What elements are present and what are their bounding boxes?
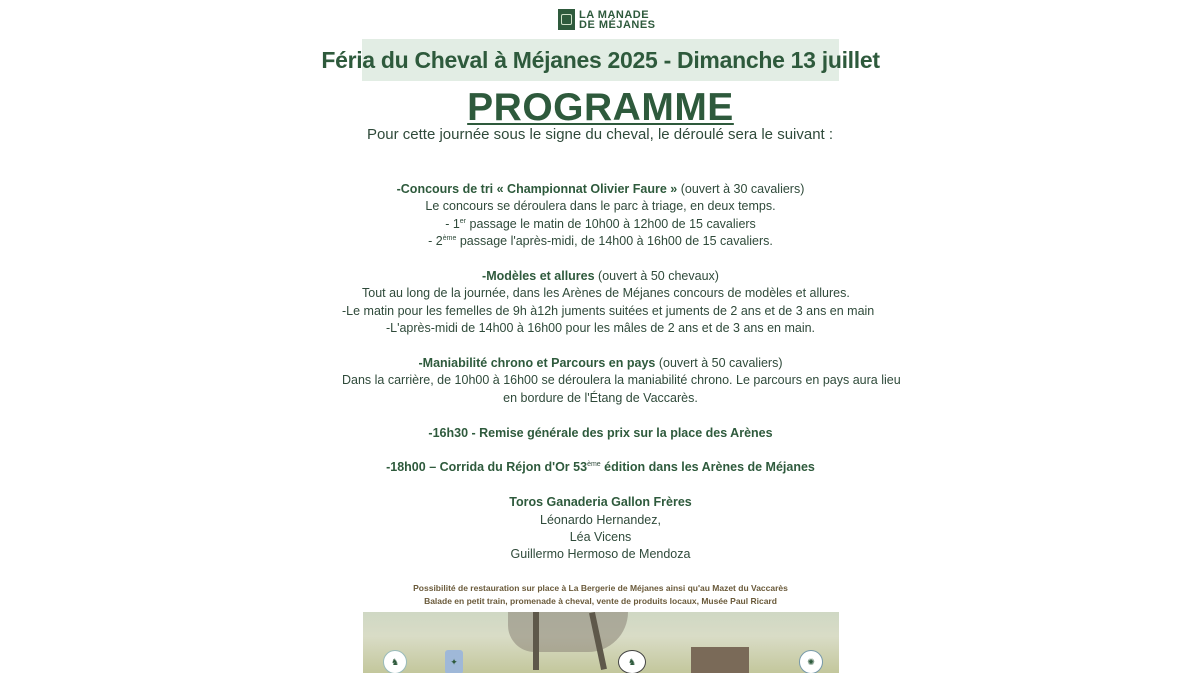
footer-note: Possibilité de restauration sur place à La Bergerie de Méjanes ainsi qu'au Mazet du Vaccarès Balade en petit train, promenade à cheval, vente de produits locaux, Musée Paul Ricard <box>413 583 788 606</box>
horse-photo <box>363 612 839 673</box>
programme-body <box>342 181 901 564</box>
remise-line: -16h30 - Remise générale des prix sur la place des Arènes <box>428 425 773 440</box>
programme-heading: PROGRAMME <box>467 86 734 129</box>
partner-logo-icon: ✦ <box>445 650 463 673</box>
title-banner <box>321 39 880 81</box>
horse-leg <box>533 612 539 670</box>
corrida-line: -18h00 – Corrida du Réjon d'Or 53ème édition dans les Arènes de Méjanes <box>386 460 815 475</box>
concours-heading: -Concours de tri « Championnat Olivier Faure » (ouvert à 30 cavaliers) <box>396 182 805 196</box>
modeles-line-2: -Le matin pour les femelles de 9h à12h juments suitées et juments de 2 ans et de 3 ans en main <box>342 303 875 318</box>
modeles-line-3: -L'après-midi de 14h00 à 16h00 pour les mâles de 2 ans et de 3 ans en main. <box>385 321 816 336</box>
maniabilite-heading: -Maniabilité chrono et Parcours en pays (ouvert à 50 cavaliers) <box>418 356 783 371</box>
modeles-line-1: Tout au long de la journée, dans les Arènes de Méjanes concours de modèles et allures. <box>362 286 850 301</box>
intro-text: Pour cette journée sous le signe du cheval, le déroulé sera le suivant : <box>366 126 834 143</box>
concours-passage-2: - 2ème passage l'après-midi, de 14h00 à 16h00 de 15 cavaliers. <box>428 234 773 249</box>
partner-logo-icon: ♞ <box>618 650 646 673</box>
manade-logo-icon <box>558 9 575 30</box>
event-title: Féria du Cheval à Méjanes 2025 - Dimanche 13 juillet <box>321 46 880 73</box>
maniabilite-line-2: en bordure de l'Étang de Vaccarès. <box>503 390 698 405</box>
concours-line: Le concours se déroulera dans le parc à triage, en deux temps. <box>425 199 776 214</box>
horse-silhouette <box>508 612 628 652</box>
partner-logo-icon: ♞ <box>383 650 407 673</box>
partner-logo-icon <box>691 647 749 673</box>
manade-logo-text: LA MANADE DE MÉJANES <box>579 8 656 31</box>
toros-title: Toros Ganaderia Gallon Frères <box>509 495 692 510</box>
rider-name: Léonardo Hernandez, <box>540 512 661 527</box>
rider-name: Guillermo Hermoso de Mendoza <box>510 547 691 562</box>
rider-name: Léa Vicens <box>569 530 632 545</box>
concours-passage-1: - 1er passage le matin de 10h00 à 12h00 de 15 cavaliers <box>445 216 756 231</box>
modeles-heading: -Modèles et allures (ouvert à 50 chevaux) <box>482 269 719 284</box>
maniabilite-line-1: Dans la carrière, de 10h00 à 16h00 se déroulera la maniabilité chrono. Le parcours en pays aura lieu <box>342 373 901 388</box>
partner-logo-icon: ✺ <box>799 650 823 673</box>
manade-logo <box>558 9 656 30</box>
